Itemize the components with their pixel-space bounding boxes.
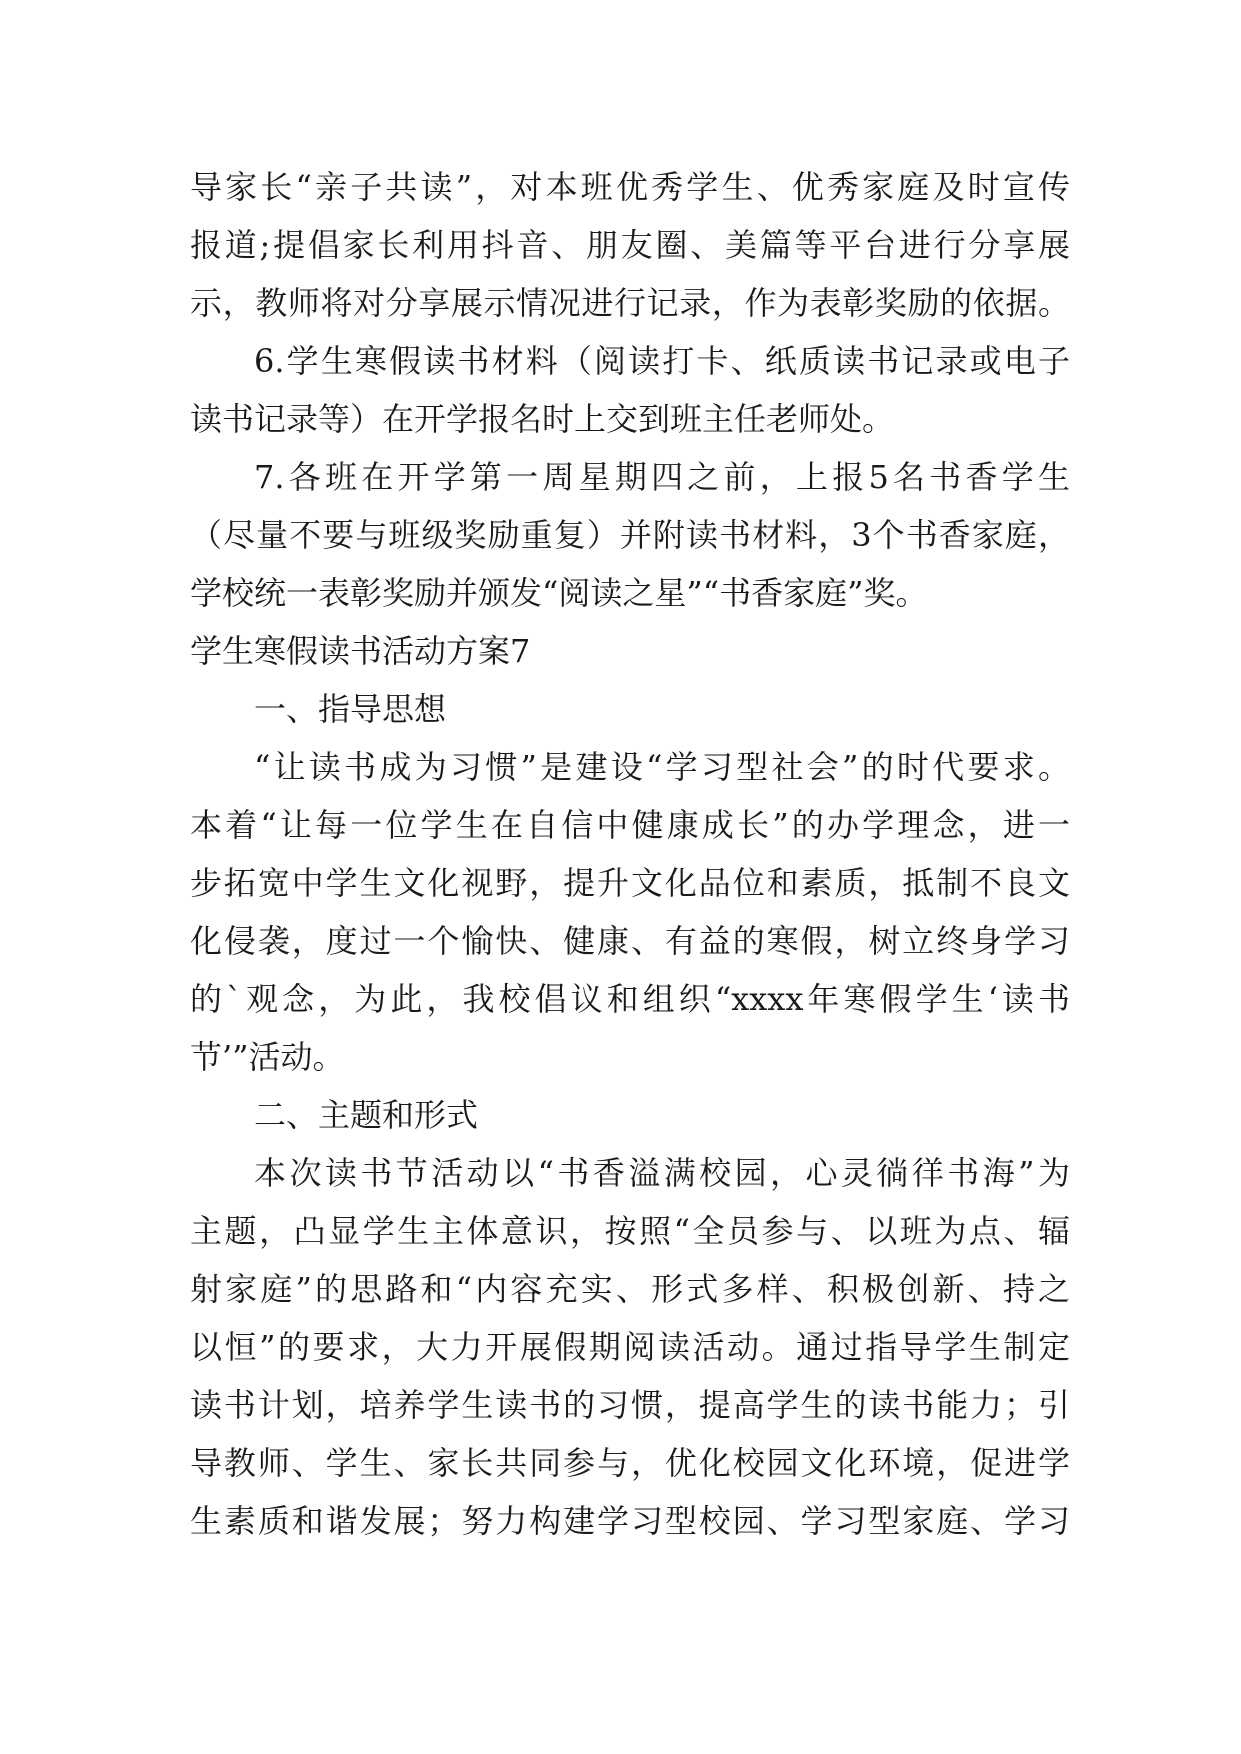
text-line: 主题，凸显学生主体意识，按照“全员参与、以班为点、辐 (190, 1212, 1070, 1250)
text-line: 步拓宽中学生文化视野，提升文化品位和素质，抵制不良文 (190, 864, 1070, 902)
text-line: 读书计划，培养学生读书的习惯，提高学生的读书能力；引 (190, 1386, 1070, 1424)
text-line: 化侵袭，度过一个愉快、健康、有益的寒假，树立终身学习 (190, 922, 1070, 960)
document-body (190, 158, 1070, 1550)
text-line: 读书记录等）在开学报名时上交到班主任老师处。 (190, 400, 895, 438)
text-line: 学生寒假读书活动方案7 (190, 632, 531, 670)
text-line: 以恒”的要求，大力开展假期阅读活动。通过指导学生制定 (190, 1328, 1070, 1366)
text-line: 生素质和谐发展；努力构建学习型校园、学习型家庭、学习 (190, 1502, 1070, 1540)
text-line: 本着“让每一位学生在自信中健康成长”的办学理念，进一 (190, 806, 1070, 844)
text-line: 学校统一表彰奖励并颁发“阅读之星”“书香家庭”奖。 (190, 574, 928, 612)
text-line: 射家庭”的思路和“内容充实、形式多样、积极创新、持之 (190, 1270, 1070, 1308)
text-line: （尽量不要与班级奖励重复）并附读书材料，3个书香家庭， (190, 516, 1070, 554)
text-line: “让读书成为习惯”是建设“学习型社会”的时代要求。 (254, 748, 1070, 786)
text-line: 示，教师将对分享展示情况进行记录，作为表彰奖励的依据。 (190, 284, 1070, 322)
text-line: 节’”活动。 (190, 1038, 345, 1076)
text-line: 二、主题和形式 (254, 1096, 479, 1134)
text-line: 本次读书节活动以“书香溢满校园，心灵徜徉书海”为 (254, 1154, 1070, 1192)
text-line: 导教师、学生、家长共同参与，优化校园文化环境，促进学 (190, 1444, 1070, 1482)
text-line: 导家长“亲子共读”，对本班优秀学生、优秀家庭及时宣传 (190, 168, 1070, 206)
text-line: 的`观念，为此，我校倡议和组织“xxxx年寒假学生‘读书 (190, 980, 1070, 1018)
text-line: 一、指导思想 (254, 690, 447, 728)
text-line: 报道;提倡家长利用抖音、朋友圈、美篇等平台进行分享展 (190, 226, 1070, 264)
text-line: 6.学生寒假读书材料（阅读打卡、纸质读书记录或电子 (254, 342, 1070, 380)
text-line: 7.各班在开学第一周星期四之前，上报5名书香学生 (254, 458, 1070, 496)
